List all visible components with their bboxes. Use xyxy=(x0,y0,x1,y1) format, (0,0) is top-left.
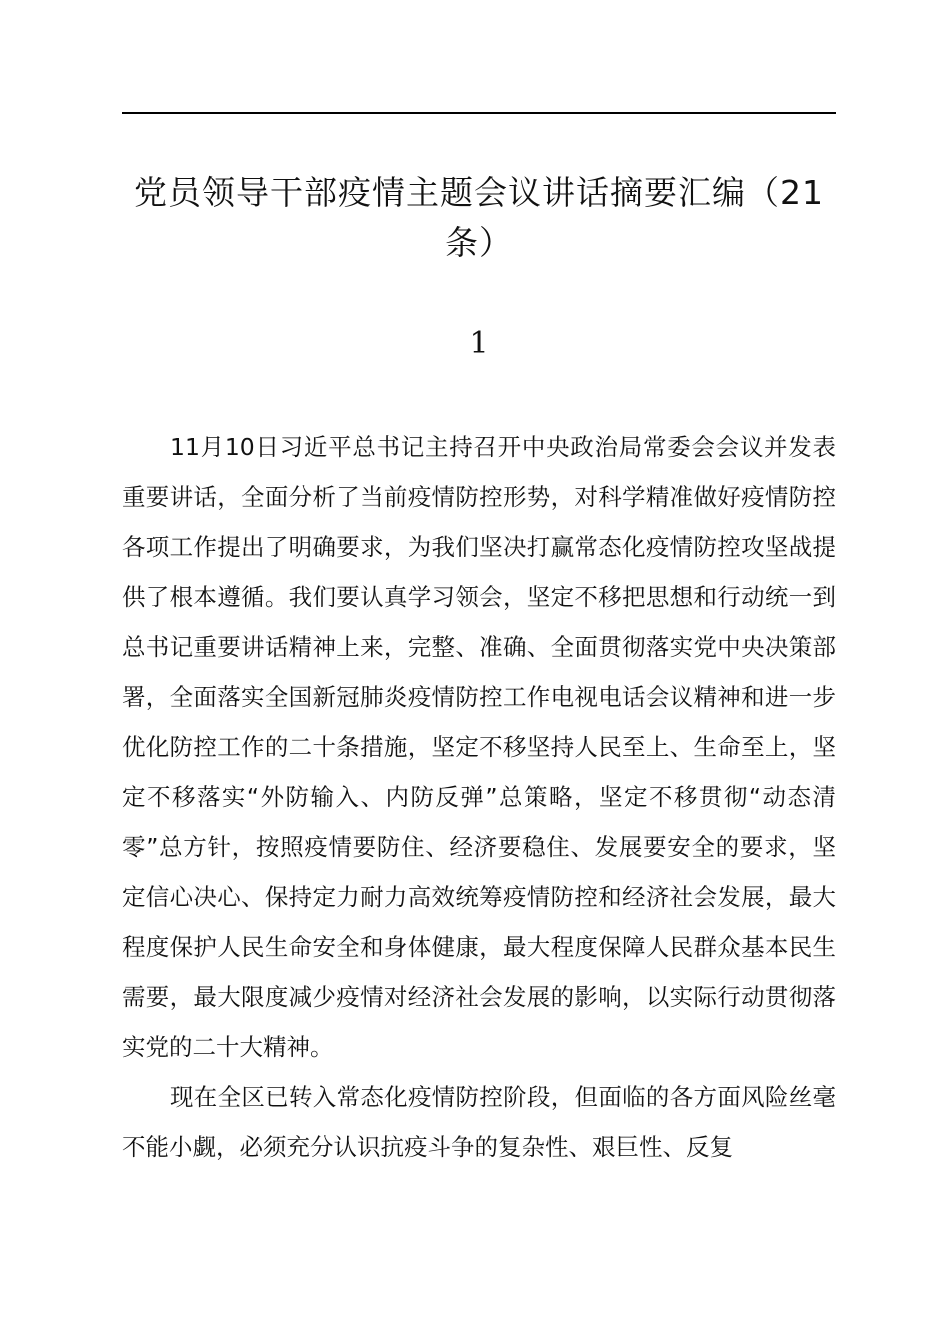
document-title: 党员领导干部疫情主题会议讲话摘要汇编（21条） xyxy=(134,173,824,262)
section-number: 1 xyxy=(469,326,489,361)
paragraph: 现在全区已转入常态化疫情防控阶段，但面临的各方面风险丝毫不能小觑，必须充分认识抗疫斗争的复杂性、艰巨性、反复 xyxy=(122,1083,836,1161)
header-rule xyxy=(122,112,836,114)
paragraph: 11月10日习近平总书记主持召开中央政治局常委会会议并发表重要讲话，全面分析了当前疫情防控形势，对科学精准做好疫情防控各项工作提出了明确要求，为我们坚决打赢常态化疫情防控攻坚战提供了根本遵循。我们要认真学习领会，坚定不移把思想和行动统一到总书记重要讲话精神上来，完整、准确、全面贯彻落实党中央决策部署，全面落实全国新冠肺炎疫情防控工作电视电话会议精神和进一步优化防控工作的二十条措施，坚定不移坚持人民至上、生命至上，坚定不移落实“外防输入、内防反弹”总策略，坚定不移贯彻“动态清零”总方针，按照疫情要防住、经济要稳住、发展要安全的要求，坚定信心决心、保持定力耐力高效统筹疫情防控和经济社会发展，最大程度保护人民生命安全和身体健康，最大程度保障人民群众基本民生需要，最大限度减少疫情对经济社会发展的影响，以实际行动贯彻落实党的二十大精神。 xyxy=(122,433,836,1061)
document-body xyxy=(122,422,836,1172)
